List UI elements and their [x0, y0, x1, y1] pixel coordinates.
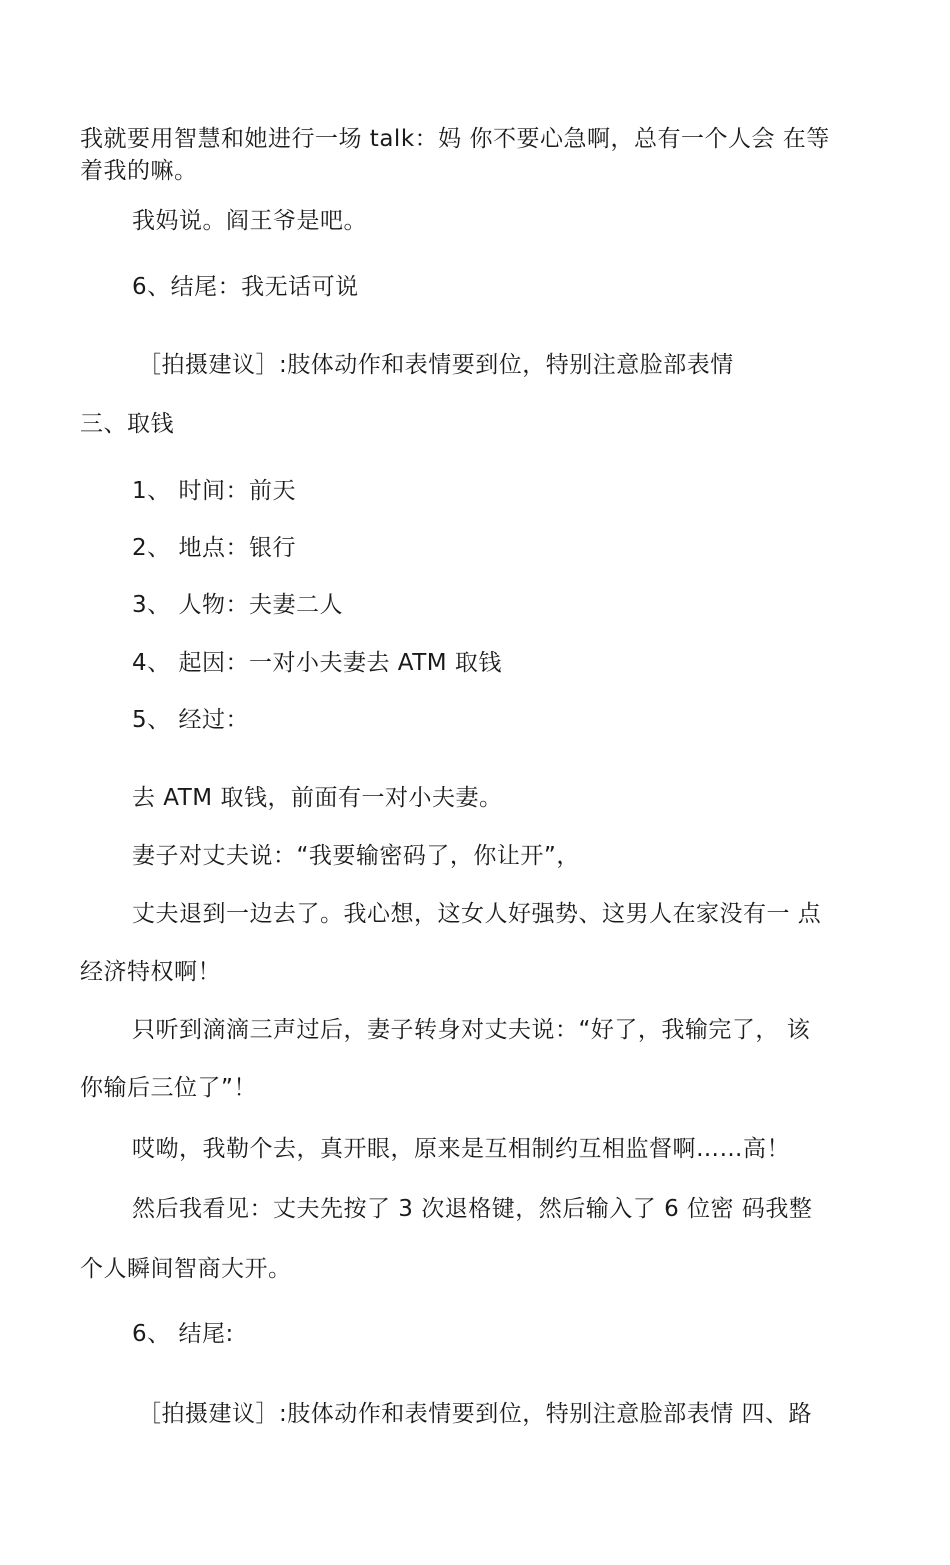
list-item-time: 1、 时间：前天 — [132, 478, 296, 504]
list-item-ending: 6、结尾：我无话可说 — [132, 274, 359, 300]
list-item-people: 3、 人物：夫妻二人 — [132, 592, 343, 618]
paragraph-line: 只听到滴滴三声过后，妻子转身对丈夫说：“好了，我输完了， 该 — [132, 1017, 811, 1043]
paragraph-line: 丈夫退到一边去了。我心想，这女人好强势、这男人在家没有一 点 — [132, 901, 822, 927]
list-item-ending: 6、 结尾: — [132, 1321, 234, 1347]
paragraph-line: 着我的嘛。 — [80, 158, 198, 184]
paragraph-line: 然后我看见：丈夫先按了 3 次退格键，然后输入了 6 位密 码我整 — [132, 1196, 813, 1222]
section-heading: 三、取钱 — [80, 411, 174, 437]
paragraph-line: 去 ATM 取钱，前面有一对小夫妻。 — [132, 785, 503, 811]
paragraph-line: 妻子对丈夫说：“我要输密码了，你让开”， — [132, 843, 580, 869]
paragraph-line: 经济特权啊！ — [80, 959, 221, 985]
paragraph-line: 个人瞬间智商大开。 — [80, 1256, 292, 1282]
list-item-cause: 4、 起因：一对小夫妻去 ATM 取钱 — [132, 650, 502, 676]
paragraph-line: 你输后三位了”！ — [80, 1075, 257, 1101]
paragraph-line: 我妈说。阎王爷是吧。 — [132, 208, 367, 234]
shooting-suggestion: ［拍摄建议］:肢体动作和表情要到位，特别注意脸部表情 四、路 — [138, 1401, 813, 1427]
paragraph-line: 我就要用智慧和她进行一场 talk：妈 你不要心急啊，总有一个人会 在等 — [80, 126, 830, 152]
list-item-process: 5、 经过： — [132, 707, 249, 733]
paragraph-line: 哎呦，我勒个去，真开眼，原来是互相制约互相监督啊……高！ — [132, 1136, 790, 1162]
shooting-suggestion: ［拍摄建议］:肢体动作和表情要到位，特别注意脸部表情 — [138, 352, 734, 378]
list-item-place: 2、 地点：银行 — [132, 535, 296, 561]
